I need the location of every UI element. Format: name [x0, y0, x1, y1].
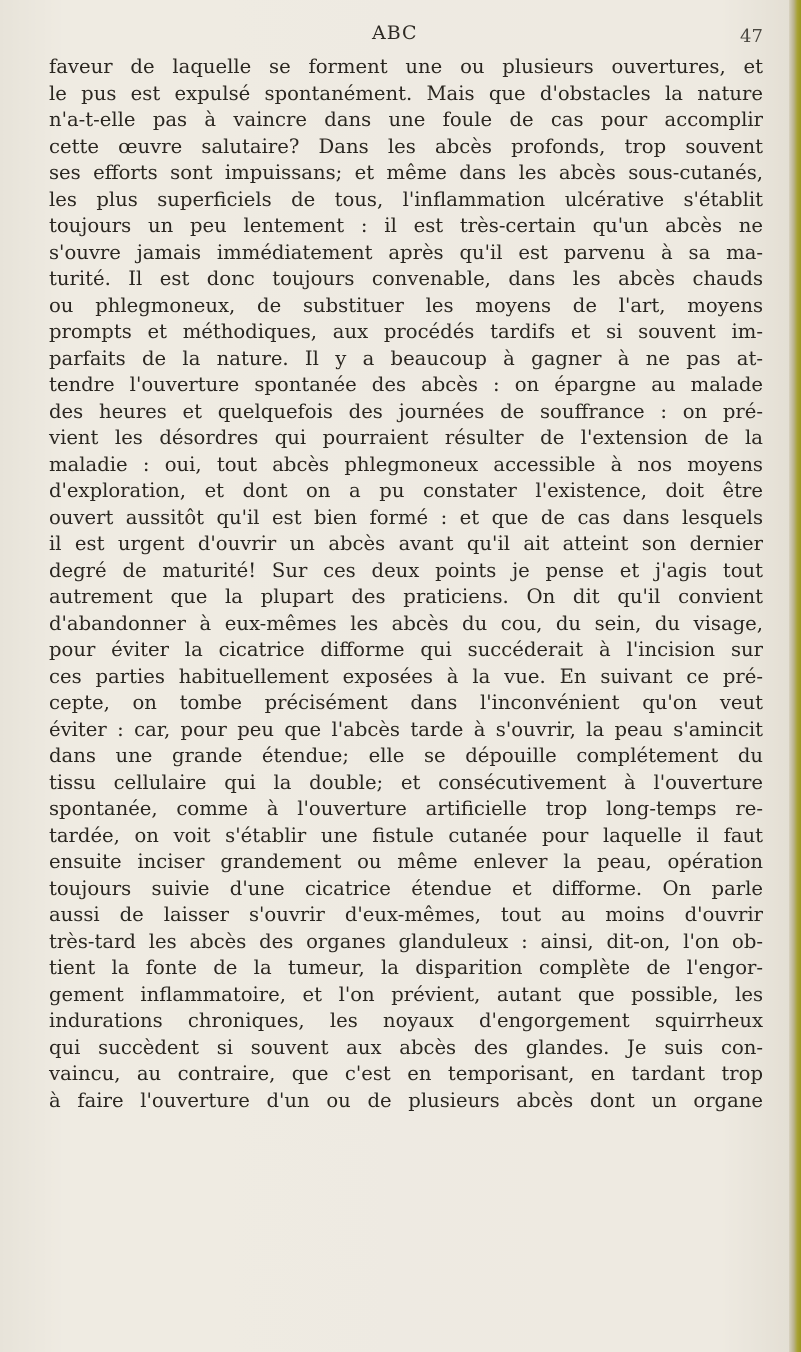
- text-line: tardée, on voit s'établir une fistule cutanée pour laquelle il faut: [49, 823, 763, 847]
- text-line: spontanée, comme à l'ouverture artificielle trop long-temps re-: [49, 797, 763, 820]
- text-line: turité. Il est donc toujours convenable, dans les abcès chauds: [49, 267, 763, 290]
- text-line: les plus superficiels de tous, l'inflammation ulcérative s'établit: [49, 187, 763, 211]
- text-line: ouvert aussitôt qu'il est bien formé : et que de cas dans lesquels: [49, 505, 763, 529]
- text-line: ces parties habituellement exposées à la vue. En suivant ce pré-: [49, 664, 763, 688]
- text-line: très-tard les abcès des organes glanduleux : ainsi, dit-on, l'on ob-: [49, 929, 763, 953]
- text-line: pour éviter la cicatrice difforme qui succéderait à l'incision sur: [49, 638, 763, 661]
- text-line: tendre l'ouverture spontanée des abcès : on épargne au malade: [49, 373, 763, 396]
- text-line: degré de maturité! Sur ces deux points je pense et j'agis tout: [49, 558, 763, 582]
- text-line: qui succèdent si souvent aux abcès des glandes. Je suis con-: [49, 1035, 763, 1059]
- text-line: toujours un peu lentement : il est très-certain qu'un abcès ne: [49, 214, 763, 237]
- text-line: d'abandonner à eux-mêmes les abcès du cou, du sein, du visage,: [49, 611, 763, 635]
- text-line: des heures et quelquefois des journées de souffrance : on pré-: [49, 399, 763, 423]
- text-line: éviter : car, pour peu que l'abcès tarde à s'ouvrir, la peau s'amincit: [49, 717, 763, 741]
- text-line: aussi de laisser s'ouvrir d'eux-mêmes, tout au moins d'ouvrir: [49, 903, 763, 926]
- text-line: n'a-t-elle pas à vaincre dans une foule de cas pour accomplir: [49, 108, 763, 131]
- text-line: s'ouvre jamais immédiatement après qu'il est parvenu à sa ma-: [49, 240, 763, 264]
- text-line: dans une grande étendue; elle se dépouille complétement du: [49, 744, 763, 767]
- text-line: vaincu, au contraire, que c'est en temporisant, en tardant trop: [49, 1062, 763, 1085]
- text-line: cette œuvre salutaire? Dans les abcès profonds, trop souvent: [49, 134, 763, 158]
- text-line: toujours suivie d'une cicatrice étendue et difforme. On parle: [49, 876, 763, 900]
- text-line: parfaits de la nature. Il y a beaucoup à gagner à ne pas at-: [49, 346, 763, 370]
- text-line: gement inflammatoire, et l'on prévient, autant que possible, les: [49, 982, 763, 1006]
- text-line: tient la fonte de la tumeur, la disparition complète de l'engor-: [49, 956, 763, 979]
- text-line: d'exploration, et dont on a pu constater l'existence, doit être: [49, 479, 763, 502]
- page-edge: [789, 0, 801, 1352]
- text-line: indurations chroniques, les noyaux d'engorgement squirrheux: [49, 1009, 763, 1032]
- text-line: autrement que la plupart des praticiens. On dit qu'il convient: [49, 585, 763, 608]
- text-line: tissu cellulaire qui la double; et consécutivement à l'ouverture: [49, 770, 763, 794]
- text-line: ou phlegmoneux, de substituer les moyens de l'art, moyens: [49, 293, 763, 317]
- text-line: cepte, on tombe précisément dans l'inconvénient qu'on veut: [49, 691, 763, 714]
- text-line: ensuite inciser grandement ou même enlever la peau, opération: [49, 850, 763, 873]
- body-text: [49, 54, 763, 1114]
- text-line: faveur de laquelle se forment une ou plusieurs ouvertures, et: [49, 55, 763, 78]
- text-line: prompts et méthodiques, aux procédés tardifs et si souvent im-: [49, 320, 763, 343]
- page-header: [0, 12, 801, 47]
- text-line: maladie : oui, tout abcès phlegmoneux accessible à nos moyens: [49, 452, 763, 476]
- text-line: à faire l'ouverture d'un ou de plusieurs abcès dont un organe: [49, 1088, 763, 1112]
- running-head: ABC: [372, 22, 418, 44]
- text-line: ses efforts sont impuissans; et même dans les abcès sous-cutanés,: [49, 161, 763, 184]
- page-number: 47: [740, 26, 763, 47]
- text-line: il est urgent d'ouvrir un abcès avant qu'il ait atteint son dernier: [49, 532, 763, 555]
- text-line: le pus est expulsé spontanément. Mais que d'obstacles la nature: [49, 81, 763, 105]
- text-line: vient les désordres qui pourraient résulter de l'extension de la: [49, 426, 763, 449]
